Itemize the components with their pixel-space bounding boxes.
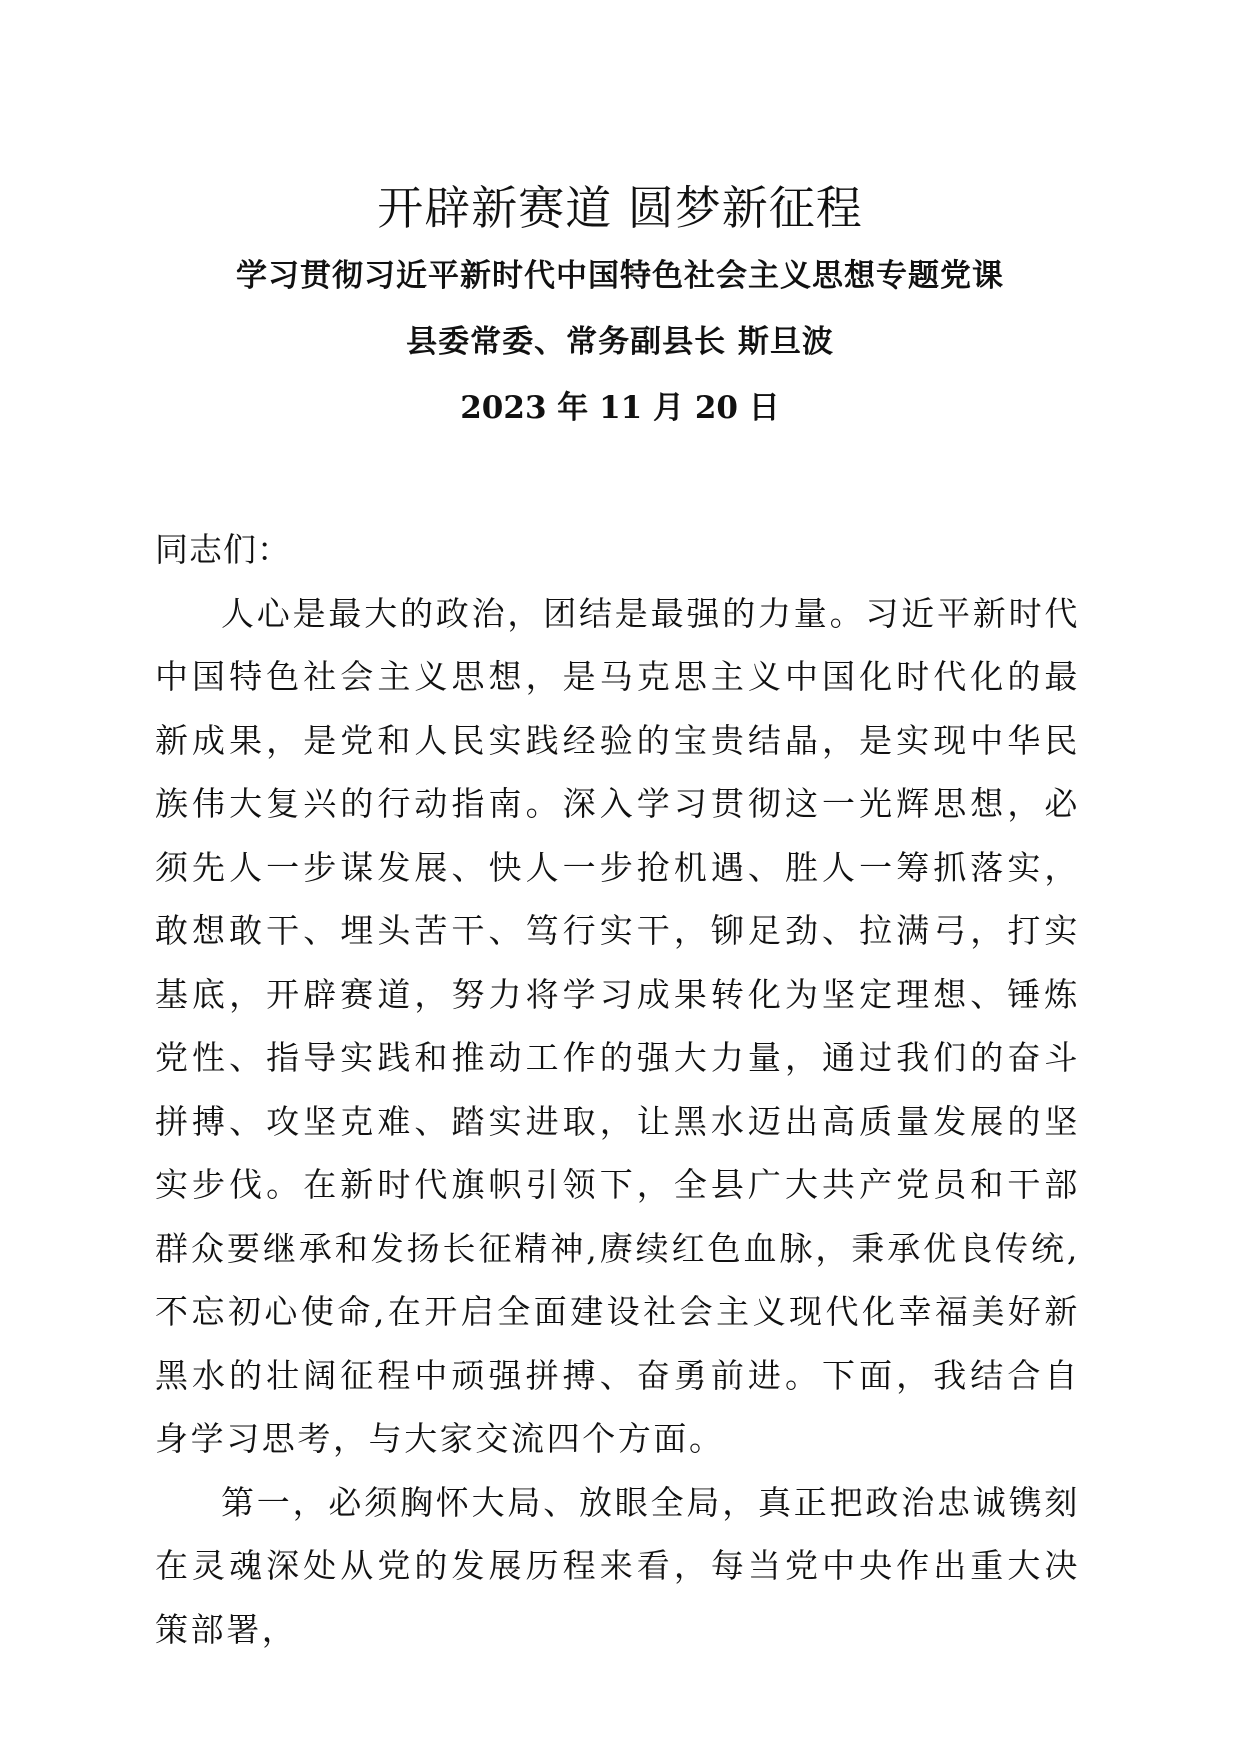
paragraph-intro: 人心是最大的政治，团结是最强的力量。习近平新时代中国特色社会主义思想，是马克思主义中国化时代化的最新成果，是党和人民实践经验的宝贵结晶，是实现中华民族伟大复兴的行动指南。深入学习贯彻这一光辉思想，必须先人一步谋发展、快人一步抢机遇、胜人一筹抓落实，敢想敢干、埋头苦干、笃行实干，铆足劲、拉满弓，打实基底，开辟赛道，努力将学习成果转化为坚定理想、锤炼党性、指导实践和推动工作的强大力量，通过我们的奋斗拼搏、攻坚克难、踏实进取，让黑水迈出高质量发展的坚实步伐。在新时代旗帜引领下，全县广大共产党员和干部群众要继承和发扬长征精神,赓续红色血脉，秉承优良传统,不忘初心使命,在开启全面建设社会主义现代化幸福美好新黑水的壮阔征程中顽强拼搏、奋勇前进。下面，我结合自身学习思考，与大家交流四个方面。 xyxy=(155,593,1080,1458)
document-date: 2023 年 11 月 20 日 xyxy=(460,390,780,426)
document-title: 开辟新赛道 圆梦新征程 xyxy=(377,181,863,235)
salutation: 同志们： xyxy=(155,530,291,569)
document-author: 县委常委、常务副县长 斯旦波 xyxy=(406,324,834,360)
document-body xyxy=(155,518,1080,1661)
paragraph-first-point: 第一，必须胸怀大局、放眼全局，真正把政治忠诚镌刻在灵魂深处从党的发展历程来看，每当党中央作出重大决策部署， xyxy=(155,1482,1080,1649)
document-subtitle: 学习贯彻习近平新时代中国特色社会主义思想专题党课 xyxy=(236,258,1004,294)
